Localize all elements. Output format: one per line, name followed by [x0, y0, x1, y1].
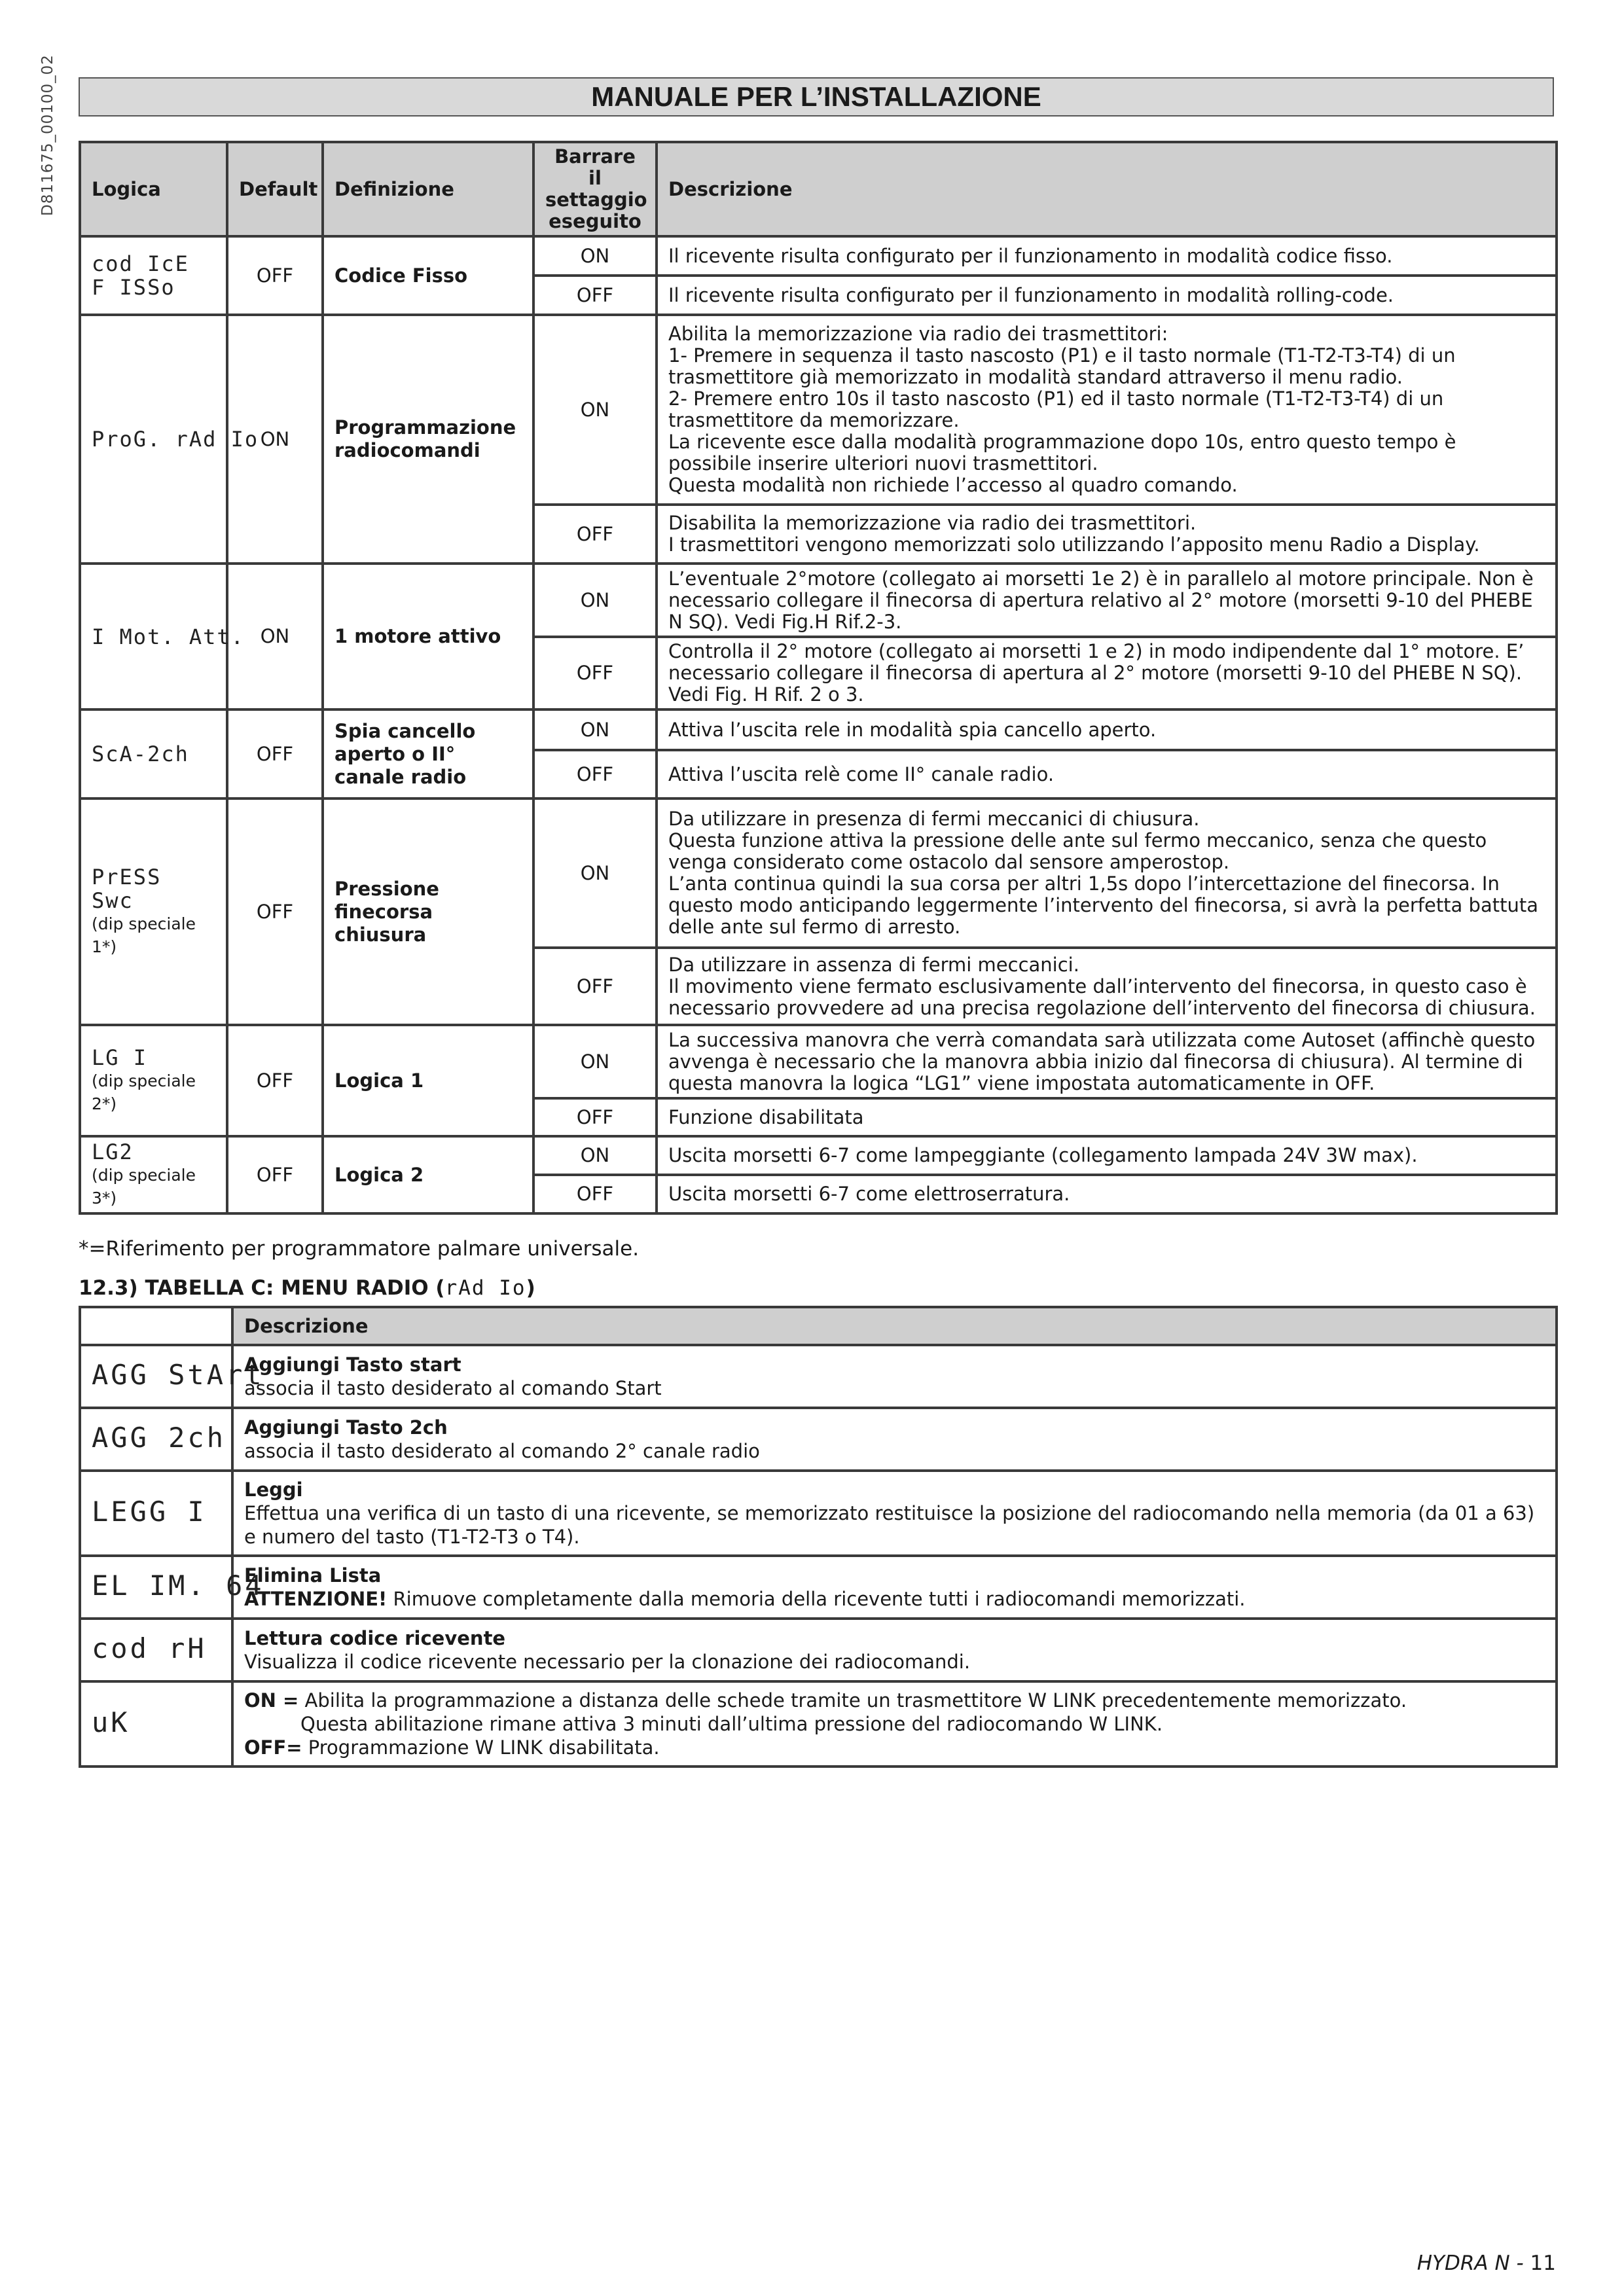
description-line: La ricevente esce dalla modalità programmazione dopo 10s, entro questo tempo è possibile inserire ulteriori nuovi trasmettitori.	[668, 431, 1456, 475]
header-empty	[80, 1307, 232, 1345]
on-label: ON =	[244, 1689, 299, 1712]
wlink-off-line	[244, 1736, 1545, 1759]
radio-row	[80, 1681, 1557, 1767]
radio-item-text-body: associa il tasto desiderato al comando Start	[244, 1377, 662, 1399]
description-line: 1- Premere in sequenza il tasto nascosto (P1) e il tasto normale (T1-T2-T3-T4) di un trasmettitore già memorizzato in modalità standard attraverso il menu radio.	[668, 344, 1456, 388]
setting-description	[657, 236, 1557, 276]
lcd-code: ScA-2ch	[92, 742, 189, 766]
logic-code-cell	[80, 798, 227, 1025]
on-text: Abilita la programmazione a distanza delle schede tramite un trasmettitore W LINK precedentemente memorizzato.	[298, 1689, 1407, 1712]
logic-row	[80, 1025, 1557, 1098]
description-line: Funzione disabilitata	[668, 1105, 864, 1128]
lcd-code: PrESS Swc	[92, 865, 162, 913]
logic-table-body	[80, 236, 1557, 1213]
definition: Pressione finecorsa chiusura	[323, 798, 533, 1025]
setting-value: OFF	[533, 750, 657, 798]
lcd-code: cod rH	[92, 1632, 207, 1664]
setting-value: ON	[533, 798, 657, 948]
radio-row	[80, 1471, 1557, 1556]
dip-note: (dip speciale 1*)	[92, 914, 196, 956]
default-value: OFF	[227, 1136, 323, 1213]
logic-row	[80, 236, 1557, 276]
definition: Logica 2	[323, 1136, 533, 1213]
lcd-code: ProG. rAd Io	[92, 427, 259, 452]
document-code: D811675_00100_02	[39, 54, 56, 216]
radio-lcd-cell	[80, 1556, 264, 1619]
lcd-code: LG I	[92, 1045, 148, 1070]
on-text-2: Questa abilitazione rimane attiva 3 minuti dall’ultima pressione del radiocomando W LINK.	[300, 1713, 1163, 1735]
setting-description	[657, 505, 1557, 564]
definition: Codice Fisso	[323, 236, 533, 315]
default-value: OFF	[227, 709, 323, 798]
setting-description	[657, 798, 1557, 948]
description-line: L’eventuale 2°motore (collegato ai morsetti 1e 2) è in parallelo al motore principale. Non è necessario collegare il finecorsa di apertura relativo al 2° motore (morsetti 9-10 del PHEBE N SQ). Vedi Fig.H Rif.2-3.	[668, 567, 1534, 633]
radio-item-text-body: Rimuove completamente dalla memoria della ricevente tutti i radiocomandi memorizzati.	[387, 1588, 1246, 1610]
section-title-suffix: )	[526, 1276, 535, 1300]
radio-description	[232, 1556, 1557, 1619]
radio-row	[80, 1556, 1557, 1619]
footnote: *=Riferimento per programmatore palmare universale.	[79, 1237, 640, 1261]
setting-value: OFF	[533, 1175, 657, 1213]
logic-row	[80, 709, 1557, 750]
setting-value: OFF	[533, 276, 657, 315]
logic-code-cell	[80, 1136, 227, 1213]
definition: Logica 1	[323, 1025, 533, 1136]
radio-lcd-cell	[80, 1345, 264, 1408]
off-text: Programmazione W LINK disabilitata.	[302, 1736, 660, 1759]
header-barrare: Barrare il settaggio eseguito	[533, 142, 657, 236]
setting-description	[657, 750, 1557, 798]
setting-description	[657, 1136, 1557, 1175]
lcd-code: I Mot. Att.	[92, 624, 245, 649]
radio-item-title: Leggi	[244, 1479, 303, 1501]
setting-value: ON	[533, 315, 657, 505]
setting-description	[657, 564, 1557, 637]
radio-item-text	[244, 1376, 1545, 1400]
radio-lcd-cell	[80, 1619, 232, 1681]
radio-item-text-body: Visualizza il codice ricevente necessario per la clonazione dei radiocomandi.	[244, 1651, 971, 1673]
setting-value: ON	[533, 709, 657, 750]
lcd-code: cod IcE F ISSo	[92, 251, 189, 300]
logic-code-cell	[80, 709, 227, 798]
default-value: OFF	[227, 1025, 323, 1136]
section-title	[79, 1276, 535, 1300]
radio-item-text	[244, 1650, 1545, 1674]
logic-row	[80, 315, 1557, 505]
page-footer	[1417, 2251, 1556, 2275]
radio-item-title: Lettura codice ricevente	[244, 1627, 506, 1649]
radio-item-text	[244, 1501, 1545, 1549]
logic-table	[79, 141, 1558, 1215]
description-line: L’anta continua quindi la sua corsa per altri 1,5s dopo l’intercettazione del finecorsa. In questo modo anticipando leggermente l’intervento del finecorsa, si avrà la perfetta battuta delle ante sul fermo di arresto.	[668, 872, 1538, 938]
description-line: Controlla il 2° motore (collegato ai morsetti 1 e 2) in modo indipendente dal 1° motore. E’ necessario collegare il finecorsa di apertura al 2° motore (morsetti 9-10 del PHEBE N SQ). Vedi Fig. H Rif. 2 o 3.	[668, 640, 1525, 706]
header-definizione: Definizione	[323, 142, 533, 236]
dip-note: (dip speciale 2*)	[92, 1071, 196, 1113]
definition: Spia cancello aperto o II° canale radio	[323, 709, 533, 798]
section-title-text: 12.3) TABELLA C: MENU RADIO (	[79, 1276, 445, 1300]
description-line: Da utilizzare in presenza di fermi meccanici di chiusura.	[668, 808, 1200, 830]
setting-value: OFF	[533, 637, 657, 709]
setting-description	[657, 948, 1557, 1025]
radio-item-title: Aggiungi Tasto 2ch	[244, 1416, 448, 1439]
logic-code-cell	[80, 1025, 227, 1136]
default-value: OFF	[227, 236, 323, 315]
description-line: I trasmettitori vengono memorizzati solo utilizzando l’apposito menu Radio a Display.	[668, 533, 1480, 556]
description-line: 2- Premere entro 10s il tasto nascosto (P1) ed il tasto normale (T1-T2-T3-T4) di un trasmettitore da memorizzare.	[668, 387, 1444, 431]
definition: Programmazione radiocomandi	[323, 315, 533, 564]
section-title-lcd: rAd Io	[444, 1276, 526, 1300]
setting-value: ON	[533, 564, 657, 637]
radio-description	[232, 1619, 1557, 1681]
page-title: MANUALE PER L’INSTALLAZIONE	[79, 77, 1554, 117]
description-line: Disabilita la memorizzazione via radio dei trasmettitori.	[668, 512, 1197, 534]
description-line: Il ricevente risulta configurato per il funzionamento in modalità codice fisso.	[668, 244, 1393, 267]
description-line: La successiva manovra che verrà comandata sarà utilizzata come Autoset (affinchè questo avvenga è necessario che la manovra abbia inizio dal finecorsa di chiusura). Al termine di questa manovra la logica “LG1” viene impostata automaticamente in OFF.	[668, 1028, 1536, 1094]
description-line: Il ricevente risulta configurato per il funzionamento in modalità rolling-code.	[668, 283, 1394, 306]
description-line: Attiva l’uscita rele in modalità spia cancello aperto.	[668, 718, 1157, 741]
radio-menu-table	[79, 1306, 1558, 1768]
default-value: ON	[227, 564, 323, 709]
setting-value: ON	[533, 1136, 657, 1175]
lcd-code: LG2	[92, 1139, 134, 1164]
radio-item-title: Elimina Lista	[244, 1564, 382, 1587]
radio-description	[232, 1408, 1557, 1471]
description-line: Questa modalità non richiede l’accesso al quadro comando.	[668, 474, 1238, 496]
lcd-code: AGG StArt	[92, 1359, 264, 1391]
radio-item-title: Aggiungi Tasto start	[244, 1354, 461, 1376]
radio-item-text-body: associa il tasto desiderato al comando 2° canale radio	[244, 1440, 760, 1462]
description-line: Questa funzione attiva la pressione delle ante sul fermo meccanico, senza che questo venga considerato come ostacolo dal sensore amperostop.	[668, 829, 1487, 873]
setting-description	[657, 637, 1557, 709]
setting-value: OFF	[533, 1098, 657, 1136]
header-logica: Logica	[80, 142, 227, 236]
definition: 1 motore attivo	[323, 564, 533, 709]
lcd-code: AGG 2ch	[92, 1422, 226, 1454]
radio-lcd-cell	[80, 1681, 232, 1767]
wlink-on-line	[244, 1689, 1545, 1712]
header-descrizione: Descrizione	[657, 142, 1557, 236]
setting-description	[657, 1025, 1557, 1098]
setting-description	[657, 315, 1557, 505]
setting-value: OFF	[533, 948, 657, 1025]
logic-row	[80, 564, 1557, 637]
radio-row	[80, 1619, 1557, 1681]
radio-item-text-body: Effettua una verifica di un tasto di una ricevente, se memorizzato restituisce la posizione del radiocomando nella memoria (da 01 a 63) e numero del tasto (T1-T2-T3 o T4).	[244, 1502, 1535, 1548]
setting-description	[657, 1175, 1557, 1213]
setting-value: ON	[533, 236, 657, 276]
setting-description	[657, 709, 1557, 750]
lcd-code: EL IM. 64	[92, 1570, 264, 1602]
setting-description	[657, 1098, 1557, 1136]
header-default: Default	[227, 142, 323, 236]
radio-row	[80, 1408, 1557, 1471]
logic-row	[80, 798, 1557, 948]
off-label: OFF=	[244, 1736, 302, 1759]
radio-row	[80, 1345, 1557, 1408]
warning-label: ATTENZIONE!	[244, 1588, 388, 1610]
default-value: OFF	[227, 798, 323, 1025]
logic-code-cell	[80, 315, 259, 564]
dip-note: (dip speciale 3*)	[92, 1166, 196, 1208]
radio-item-text	[244, 1587, 1545, 1611]
radio-lcd-cell	[80, 1471, 232, 1556]
description-line: Da utilizzare in assenza di fermi meccanici.	[668, 953, 1079, 976]
radio-description	[232, 1345, 1557, 1408]
description-line: Uscita morsetti 6-7 come elettroserratura.	[668, 1183, 1070, 1205]
setting-value: ON	[533, 1025, 657, 1098]
logic-row	[80, 1136, 1557, 1175]
description-line: Abilita la memorizzazione via radio dei trasmettitori:	[668, 323, 1168, 345]
lcd-code: uK	[92, 1706, 130, 1738]
description-line: Attiva l’uscita relè come II° canale radio.	[668, 762, 1055, 785]
radio-description	[232, 1471, 1557, 1556]
radio-table-body	[80, 1345, 1557, 1767]
description-line: Uscita morsetti 6-7 come lampeggiante (collegamento lampada 24V 3W max).	[668, 1144, 1418, 1166]
logic-code-cell	[80, 564, 245, 709]
logic-code-cell	[80, 236, 227, 315]
default-value: ON	[227, 315, 323, 564]
radio-lcd-cell	[80, 1408, 232, 1471]
page-number: 11	[1530, 2251, 1556, 2275]
radio-description	[232, 1681, 1557, 1767]
setting-description	[657, 276, 1557, 315]
radio-item-text	[244, 1439, 1545, 1463]
setting-value: OFF	[533, 505, 657, 564]
lcd-code: LEGG I	[92, 1496, 207, 1528]
description-line: Il movimento viene fermato esclusivamente dall’intervento del finecorsa, in questo caso è necessario provvedere ad una precisa regolazione dell’intervento del finecorsa di chiusura.	[668, 975, 1536, 1019]
footer-product: HYDRA N -	[1416, 2251, 1530, 2275]
header-descrizione-radio: Descrizione	[232, 1307, 1557, 1345]
